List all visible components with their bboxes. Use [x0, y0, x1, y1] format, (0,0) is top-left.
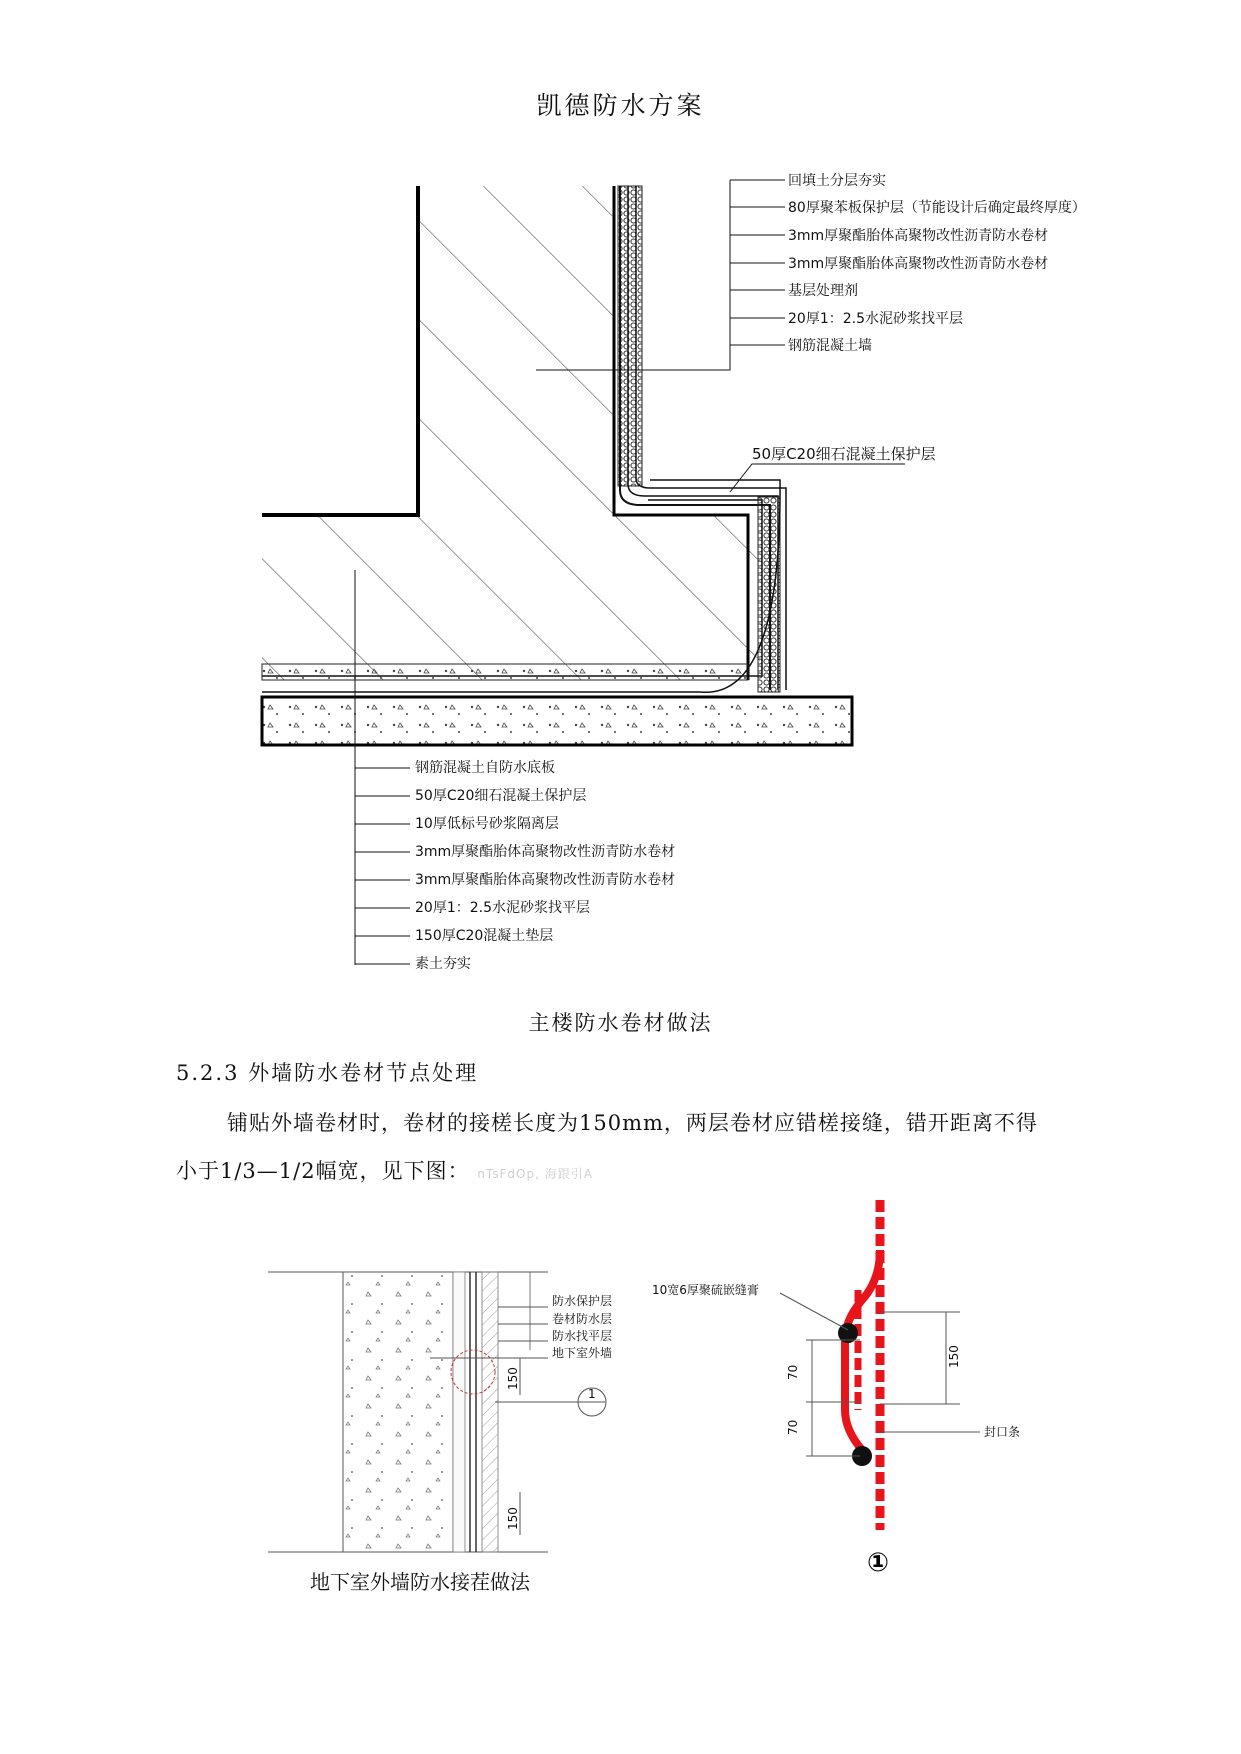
floor-label-2: 50厚C20细石混凝土保护层 — [415, 788, 587, 804]
floor-label-3: 10厚低标号砂浆隔离层 — [415, 816, 559, 832]
dim-150: 150 — [947, 1345, 961, 1368]
concrete-wall-section — [262, 186, 760, 680]
section-title: 5.2.3 外墙防水卷材节点处理 — [176, 1061, 479, 1085]
wall-label-2: 80厚聚苯板保护层（节能设计后确定最终厚度） — [788, 200, 1086, 216]
layer-label-2: 卷材防水层 — [552, 1312, 613, 1326]
faint-watermark-text: nTsFdOp, 海跟引A — [477, 1167, 593, 1181]
wall-label-6: 20厚1：2.5水泥砂浆找平层 — [788, 311, 963, 327]
insulation-board — [618, 186, 642, 486]
paragraph-line-2 — [176, 1155, 1136, 1185]
wall-label-3: 3mm厚聚酯胎体高聚物改性沥青防水卷材 — [788, 228, 1049, 244]
wall-label-7: 钢筋混凝土墙 — [788, 338, 872, 354]
dim-70-upper: 70 — [786, 1364, 800, 1380]
wall-label-4: 3mm厚聚酯胎体高聚物改性沥青防水卷材 — [788, 256, 1049, 272]
dim-label-1: 150 — [506, 1367, 520, 1390]
detail-number: ① — [867, 1548, 890, 1578]
callout-number: 1 — [588, 1387, 596, 1401]
wall-label-1: 回填土分层夯实 — [788, 173, 886, 189]
screed-layer — [262, 664, 748, 680]
figure-caption-main: 主楼防水卷材做法 — [528, 1011, 713, 1035]
floor-label-1: 钢筋混凝土自防水底板 — [415, 760, 555, 776]
seal-strip-label: 封口条 — [984, 1425, 1021, 1439]
layer-label-4: 地下室外墙 — [552, 1346, 613, 1360]
concrete-cushion — [262, 697, 852, 745]
floor-label-6: 20厚1：2.5水泥砂浆找平层 — [415, 900, 590, 916]
floor-label-4: 3mm厚聚酯胎体高聚物改性沥青防水卷材 — [415, 844, 676, 860]
sealant-label: 10宽6厚聚硫嵌缝膏 — [652, 1283, 759, 1297]
page-header: 凯德防水方案 — [536, 91, 705, 120]
floor-label-7: 150厚C20混凝土垫层 — [415, 928, 554, 944]
paragraph-line-2-text: 小于1/3—1/2幅宽，见下图： — [176, 1159, 470, 1183]
basement-wall-caption: 地下室外墙防水接茬做法 — [310, 1570, 530, 1594]
floor-label-8: 素土夯实 — [415, 956, 471, 972]
joint-detail-drawing — [0, 1190, 1241, 1610]
dim-label-2: 150 — [506, 1507, 520, 1530]
layer-label-3: 防水找平层 — [552, 1329, 613, 1343]
step-protection-label: 50厚C20细石混凝土保护层 — [752, 445, 936, 463]
floor-label-5: 3mm厚聚酯胎体高聚物改性沥青防水卷材 — [415, 872, 676, 888]
dim-70-lower: 70 — [786, 1419, 800, 1435]
wall-inner-outline — [262, 186, 418, 515]
wall-label-5: 基层处理剂 — [788, 283, 858, 299]
paragraph-line-1: 铺贴外墙卷材时，卷材的接槎长度为150mm，两层卷材应错槎接缝，错开距离不得 — [227, 1111, 1038, 1135]
layer-label-1: 防水保护层 — [552, 1294, 613, 1308]
